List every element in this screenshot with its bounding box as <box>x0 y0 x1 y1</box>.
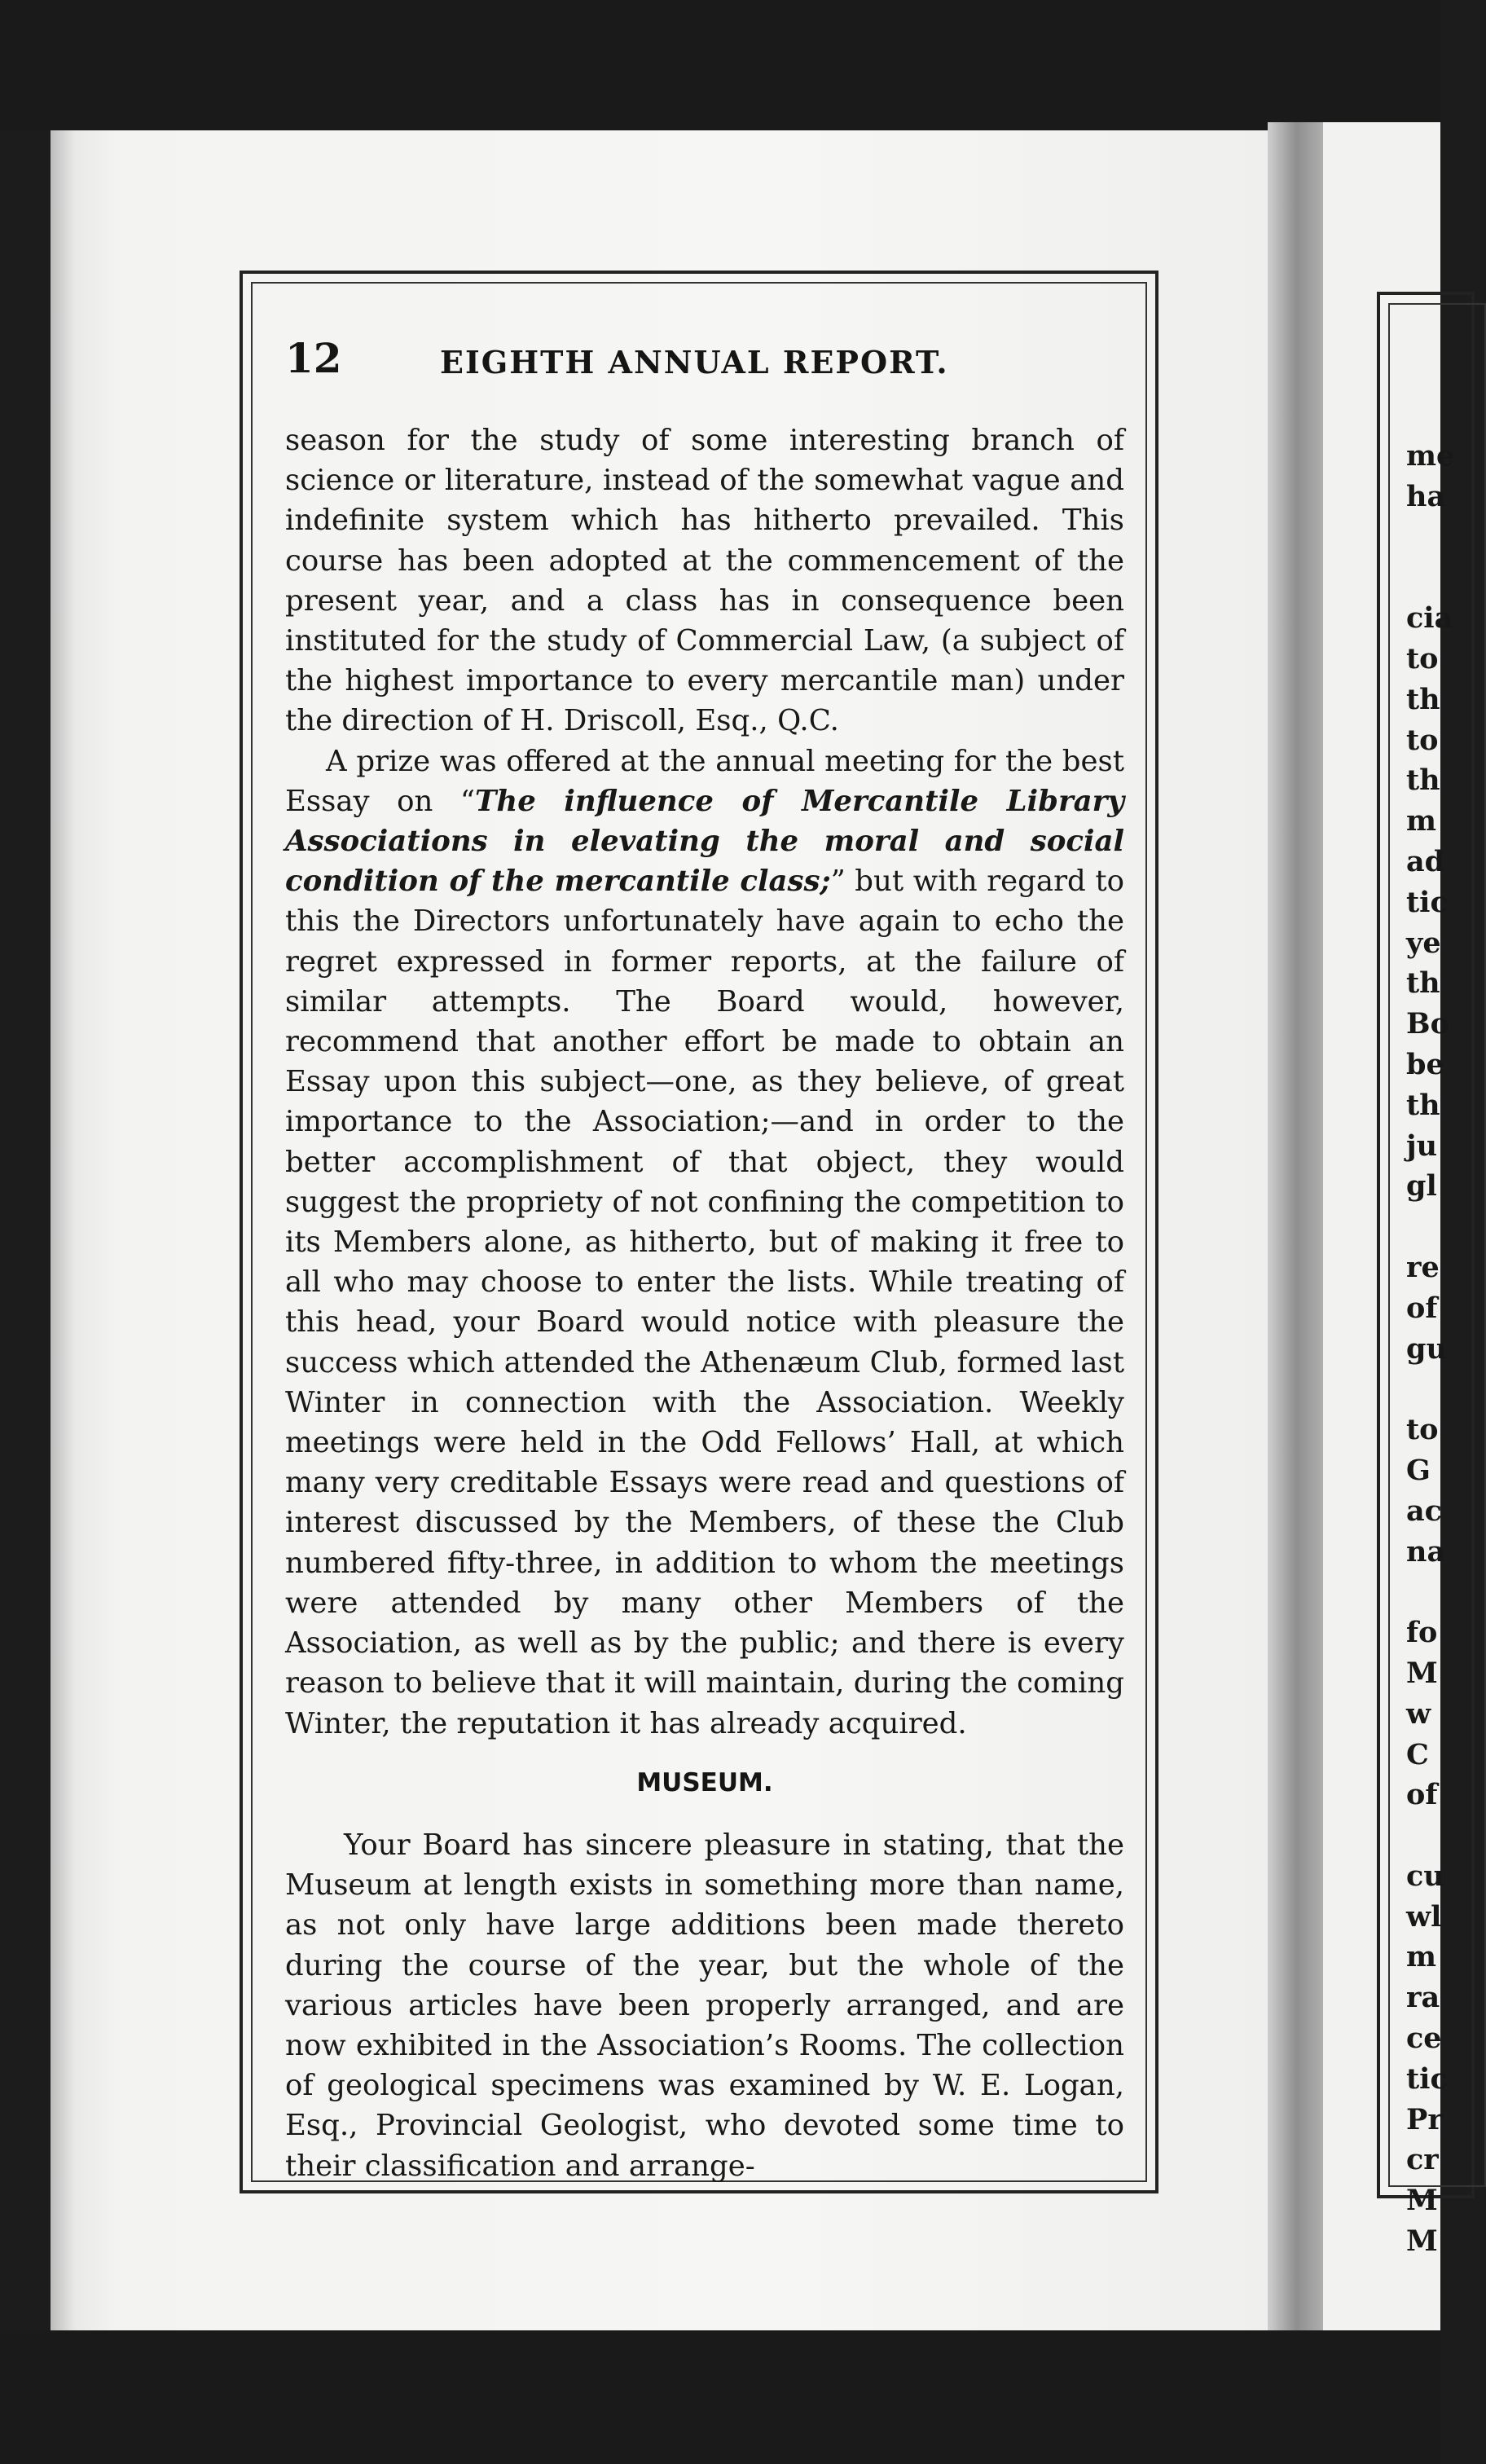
facing-page-fragment: th <box>1406 966 1440 1001</box>
facing-page-fragment <box>1406 1815 1440 1856</box>
paragraph-study-course: season for the study of some interesting branch of science or literature, instead of the somewhat vague and indefinite system which has hitherto prevailed. This course has been adopted at the commencement of the present year, and a class has in consequence been instituted for the study of Commercial Law, (a subject of the highest importance to every mercantile man) under the direction of H. Driscoll, Esq., Q.C. <box>285 424 1124 738</box>
paragraph-prize-start: A prize was offered at the annual meeting for the best Essay on “ <box>285 744 1124 818</box>
facing-page-fragment: of <box>1406 1291 1438 1325</box>
essay-title: The influence of Mercantile Library Associations in elevating the moral and social condition of the mercantile class; <box>285 784 1124 899</box>
facing-page-fragment: me <box>1406 439 1455 473</box>
facing-page-fragment: M <box>1406 1656 1438 1690</box>
facing-page-fragment: to <box>1406 723 1439 757</box>
facing-page-fragment: cu <box>1406 1859 1444 1893</box>
facing-page-fragment: Pr <box>1406 2102 1443 2136</box>
facing-page-text-fragments <box>1406 436 1455 2262</box>
facing-page-fragment: ye <box>1406 926 1441 960</box>
paragraph-museum: Your Board has sincere pleasure in stating, that the Museum at length exists in something more than name, as not only have large additions been made thereto during the course of the year, but the whole of the various articles have been properly arranged, and are now exhibited in the Association’s Rooms. The collection of geological specimens was examined by W. E. Logan, Esq., Provincial Geologist, who devoted some time to their classification and arrange- <box>285 1828 1124 2183</box>
facing-page-fragment: ju <box>1406 1129 1438 1163</box>
facing-page-fragment <box>1406 557 1440 598</box>
facing-page-fragment: gl <box>1406 1169 1437 1203</box>
paragraph-prize-rest: ” but with regard to this the Directors unfortunately have again to echo the regret expressed in former reports, at the failure of similar attempts. The Board would, however, recommend that another effort be made to obtain an Essay upon this subject—one, as they believe, of great importance to the Association;—and in order to the better accomplishment of that object, they would suggest the propriety of not confining the competition to its Members alone, as hitherto, but of making it free to all who may choose to enter the lists. While treating of this head, your Board would notice with pleasure the success which attended the Athenæum Club, formed last Winter in connection with the Association. Weekly meetings were held in the Odd Fellows’ Hall, at which many very creditable Essays were read and questions of interest discussed by the Members, of these the Club numbered fifty-three, in addition to whom the meetings were attended by many other Members of the Association, as well as by the public; and there is every reason to believe that it will maintain, during the coming Winter, the reputation it has already acquired. <box>285 865 1124 1740</box>
facing-page-fragment: m <box>1406 804 1437 838</box>
facing-page-fragment: to <box>1406 1413 1439 1447</box>
facing-page-fragment: ce <box>1406 2022 1442 2056</box>
running-head: EIGHTH ANNUAL REPORT. <box>440 344 949 381</box>
facing-page-fragment: th <box>1406 763 1440 798</box>
facing-page-fragment: be <box>1406 1047 1444 1081</box>
book-gutter <box>1268 122 1325 2339</box>
facing-page-fragment: na <box>1406 1534 1446 1569</box>
facing-page-fragment: wl <box>1406 1899 1442 1934</box>
facing-page-fragment: cia <box>1406 601 1453 636</box>
facing-page-fragment: Bo <box>1406 1007 1449 1041</box>
paragraph-prize-essay <box>285 741 1124 1744</box>
facing-page-fragment: G <box>1406 1453 1431 1487</box>
section-heading-museum: MUSEUM. <box>636 1768 773 1797</box>
facing-page-fragment: fo <box>1406 1616 1438 1650</box>
facing-page-fragment: ac <box>1406 1494 1442 1528</box>
scan-background-bottom <box>0 2330 1440 2464</box>
facing-page-fragment: re <box>1406 1250 1440 1284</box>
facing-page-fragment: C <box>1406 1737 1429 1771</box>
facing-page-fragment <box>1406 1572 1440 1613</box>
facing-page-fragment <box>1406 1207 1440 1247</box>
facing-page-fragment: ad <box>1406 844 1445 878</box>
facing-page-fragment: to <box>1406 641 1439 675</box>
facing-page-fragment <box>1406 1369 1440 1410</box>
page-number: 12 <box>285 334 342 382</box>
facing-page-fragment: th <box>1406 682 1440 716</box>
facing-page-fragment: cr <box>1406 2143 1439 2177</box>
museum-section <box>285 1825 1124 2186</box>
main-text <box>285 420 1124 1744</box>
facing-page-fragment <box>1406 517 1440 558</box>
facing-page-fragment: ha <box>1406 479 1446 513</box>
facing-page-fragment: M <box>1406 2224 1438 2259</box>
facing-page-fragment: tic <box>1406 2061 1448 2096</box>
facing-page-fragment: w <box>1406 1696 1431 1731</box>
facing-page-fragment: ra <box>1406 1981 1440 2015</box>
facing-page-fragment: m <box>1406 1940 1437 1974</box>
facing-page-fragment: M <box>1406 2184 1438 2218</box>
facing-page-fragment: gu <box>1406 1331 1447 1366</box>
facing-page-fragment: tic <box>1406 885 1448 919</box>
scan-background-top <box>0 0 1440 130</box>
facing-page-fragment: th <box>1406 1088 1440 1122</box>
facing-page-fragment: of <box>1406 1778 1438 1812</box>
